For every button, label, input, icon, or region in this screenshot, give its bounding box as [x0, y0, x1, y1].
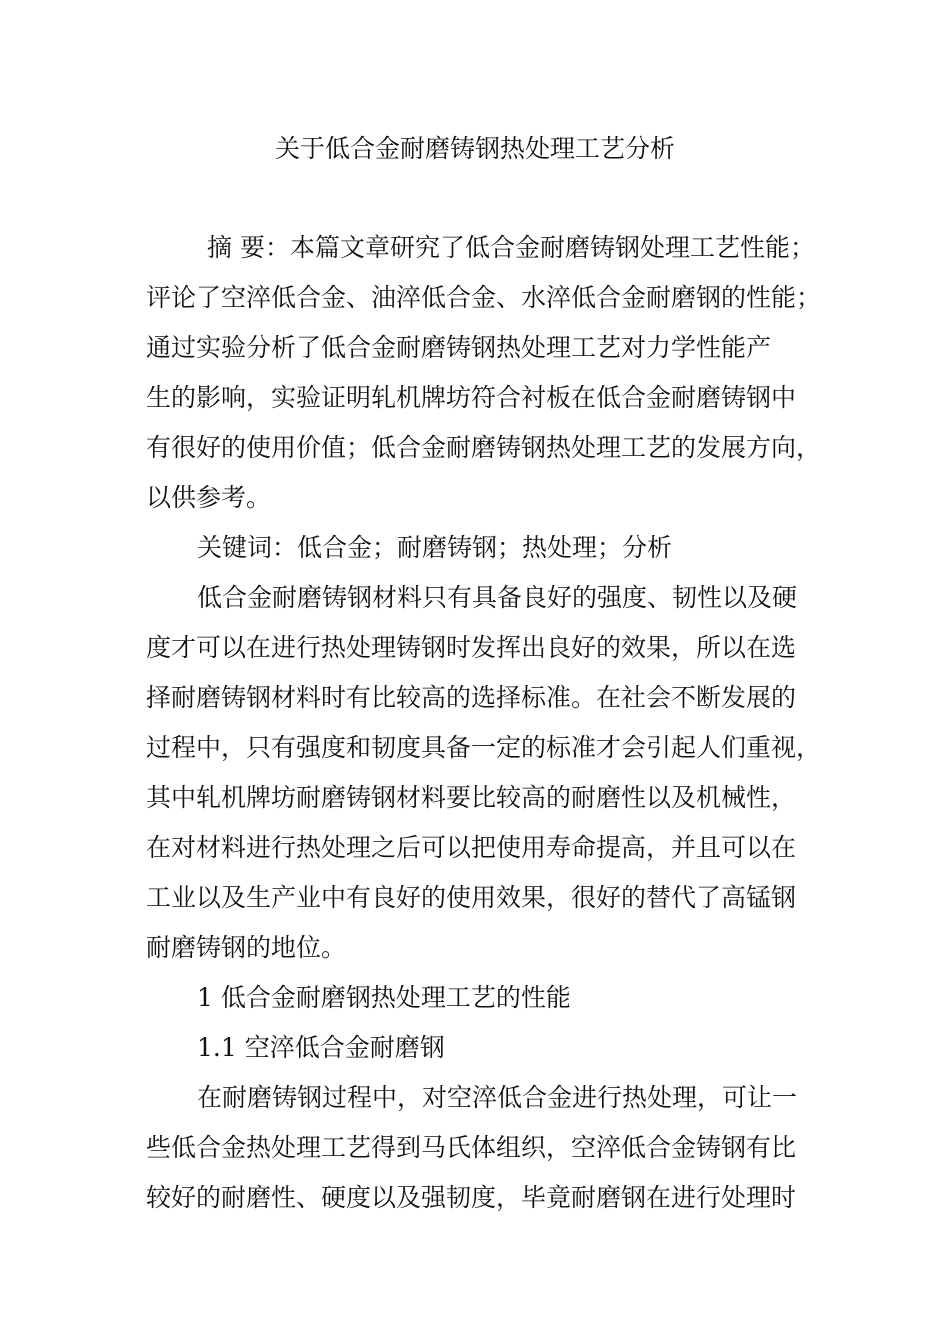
section-paragraph-line: 些低合金热处理工艺得到马氏体组织，空淬低合金铸钢有比 [146, 1133, 797, 1162]
body-paragraph-line: 耐磨铸钢的地位。 [146, 933, 347, 962]
abstract-line: 生的影响，实验证明轧机牌坊符合衬板在低合金耐磨铸钢中 [146, 383, 797, 412]
body-paragraph-line: 工业以及生产业中有良好的使用效果，很好的替代了高锰钢 [146, 883, 797, 912]
section-paragraph-line: 在耐磨铸钢过程中，对空淬低合金进行热处理，可让一 [197, 1083, 798, 1112]
section-paragraph-line: 较好的耐磨性、硬度以及强韧度，毕竟耐磨钢在进行处理时 [146, 1183, 797, 1212]
abstract-line: 评论了空淬低合金、油淬低合金、水淬低合金耐磨钢的性能； [146, 283, 822, 312]
abstract-line: 以供参考。 [146, 483, 272, 512]
abstract-line: 通过实验分析了低合金耐磨铸钢热处理工艺对力学性能产 [146, 333, 772, 362]
abstract-line: 摘 要：本篇文章研究了低合金耐磨铸钢处理工艺性能； [207, 233, 815, 262]
body-paragraph-line: 其中轧机牌坊耐磨铸钢材料要比较高的耐磨性以及机械性， [146, 783, 797, 812]
section-heading: 1 低合金耐磨钢热处理工艺的性能 [197, 983, 571, 1012]
body-paragraph-line: 过程中，只有强度和韧度具备一定的标准才会引起人们重视， [146, 733, 822, 762]
keywords-line: 关键词：低合金；耐磨铸钢；热处理；分析 [197, 533, 673, 562]
body-paragraph-line: 低合金耐磨铸钢材料只有具备良好的强度、韧性以及硬 [197, 583, 798, 612]
subsection-heading: 1.1 空淬低合金耐磨钢 [197, 1033, 445, 1062]
body-paragraph-line: 度才可以在进行热处理铸钢时发挥出良好的效果，所以在选 [146, 633, 797, 662]
abstract-line: 有很好的使用价值；低合金耐磨铸钢热处理工艺的发展方向， [146, 433, 822, 462]
body-paragraph-line: 在对材料进行热处理之后可以把使用寿命提高，并且可以在 [146, 833, 797, 862]
document-title: 关于低合金耐磨铸钢热处理工艺分析 [274, 134, 675, 163]
body-paragraph-line: 择耐磨铸钢材料时有比较高的选择标准。在社会不断发展的 [146, 683, 797, 712]
